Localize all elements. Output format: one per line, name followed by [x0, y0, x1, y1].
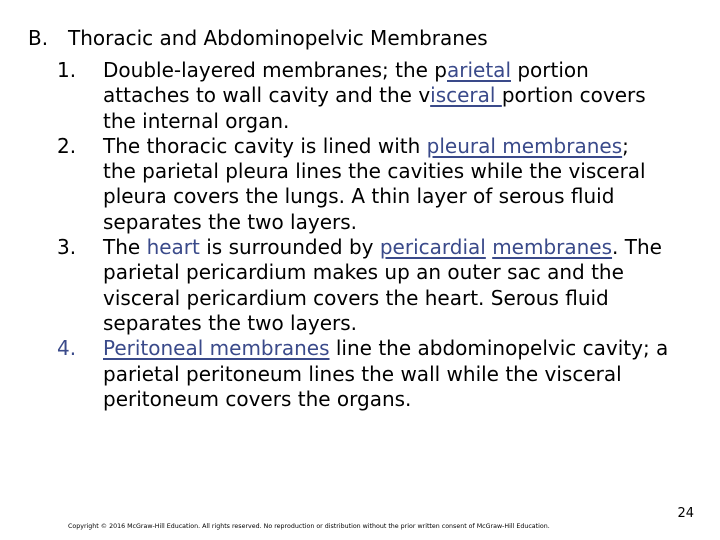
item-line: visceral pericardium covers the heart. Serous fluid: [103, 285, 609, 310]
list-item-3: [57, 235, 717, 336]
membrane-list: [57, 58, 717, 412]
item-line: the internal organ.: [103, 108, 290, 133]
item-line: [103, 336, 717, 361]
item-line: [103, 134, 717, 159]
text-run: The: [103, 235, 147, 260]
peritoneal-membranes-link[interactable]: Peritoneal membranes: [103, 336, 330, 361]
item-line: separates the two layers.: [103, 209, 358, 234]
list-item-4: [57, 336, 717, 412]
item-number: 1.: [57, 58, 77, 82]
membranes-link[interactable]: membranes: [492, 235, 613, 260]
copyright-notice: Copyright © 2016 McGraw-Hill Education. All rights reserved. No reproduction or distribution without the prior written consent of McGraw-Hill Education.: [68, 523, 550, 530]
item-line: pleura covers the lungs. A thin layer of serous fluid: [103, 184, 615, 209]
section-title: Thoracic and Abdominopelvic Membranes: [68, 26, 488, 50]
pleural-membranes-link[interactable]: pleural membranes: [426, 133, 623, 158]
item-number: 3.: [57, 235, 77, 260]
item-line: peritoneum covers the organs.: [103, 386, 412, 411]
page-number: 24: [677, 506, 694, 521]
item-line: parietal pericardium makes up an outer sac and the: [103, 260, 624, 285]
item-line: parietal peritoneum lines the wall while the visceral: [103, 361, 622, 386]
visceral-link[interactable]: isceral: [430, 83, 502, 108]
list-item-2: [57, 134, 717, 235]
item-line: separates the two layers.: [103, 310, 358, 335]
text-run: is surrounded by: [199, 235, 380, 260]
item-line: [103, 235, 717, 260]
section-marker: B.: [28, 26, 49, 50]
item-line: [103, 58, 717, 83]
text-run: The thoracic cavity is lined with: [103, 133, 427, 158]
text-run: attaches to wall cavity and the v: [103, 83, 431, 108]
text-run: line the abdominopelvic cavity; a: [329, 336, 669, 361]
text-run: portion covers: [501, 83, 646, 108]
text-run: Double-layered membranes; the p: [103, 58, 447, 82]
heart-term: heart: [146, 235, 200, 260]
pericardial-link[interactable]: pericardial: [379, 235, 486, 260]
item-line: [103, 83, 717, 108]
item-number: 2.: [57, 133, 77, 158]
text-run: portion: [511, 58, 589, 82]
item-number: 4.: [57, 336, 77, 361]
item-line: the parietal pleura lines the cavities while the visceral: [103, 159, 646, 184]
section-heading: [28, 24, 488, 53]
text-run: ;: [622, 133, 629, 158]
text-run: . The: [612, 235, 662, 260]
list-item-1: [57, 58, 717, 134]
parietal-link[interactable]: arietal: [447, 58, 511, 82]
